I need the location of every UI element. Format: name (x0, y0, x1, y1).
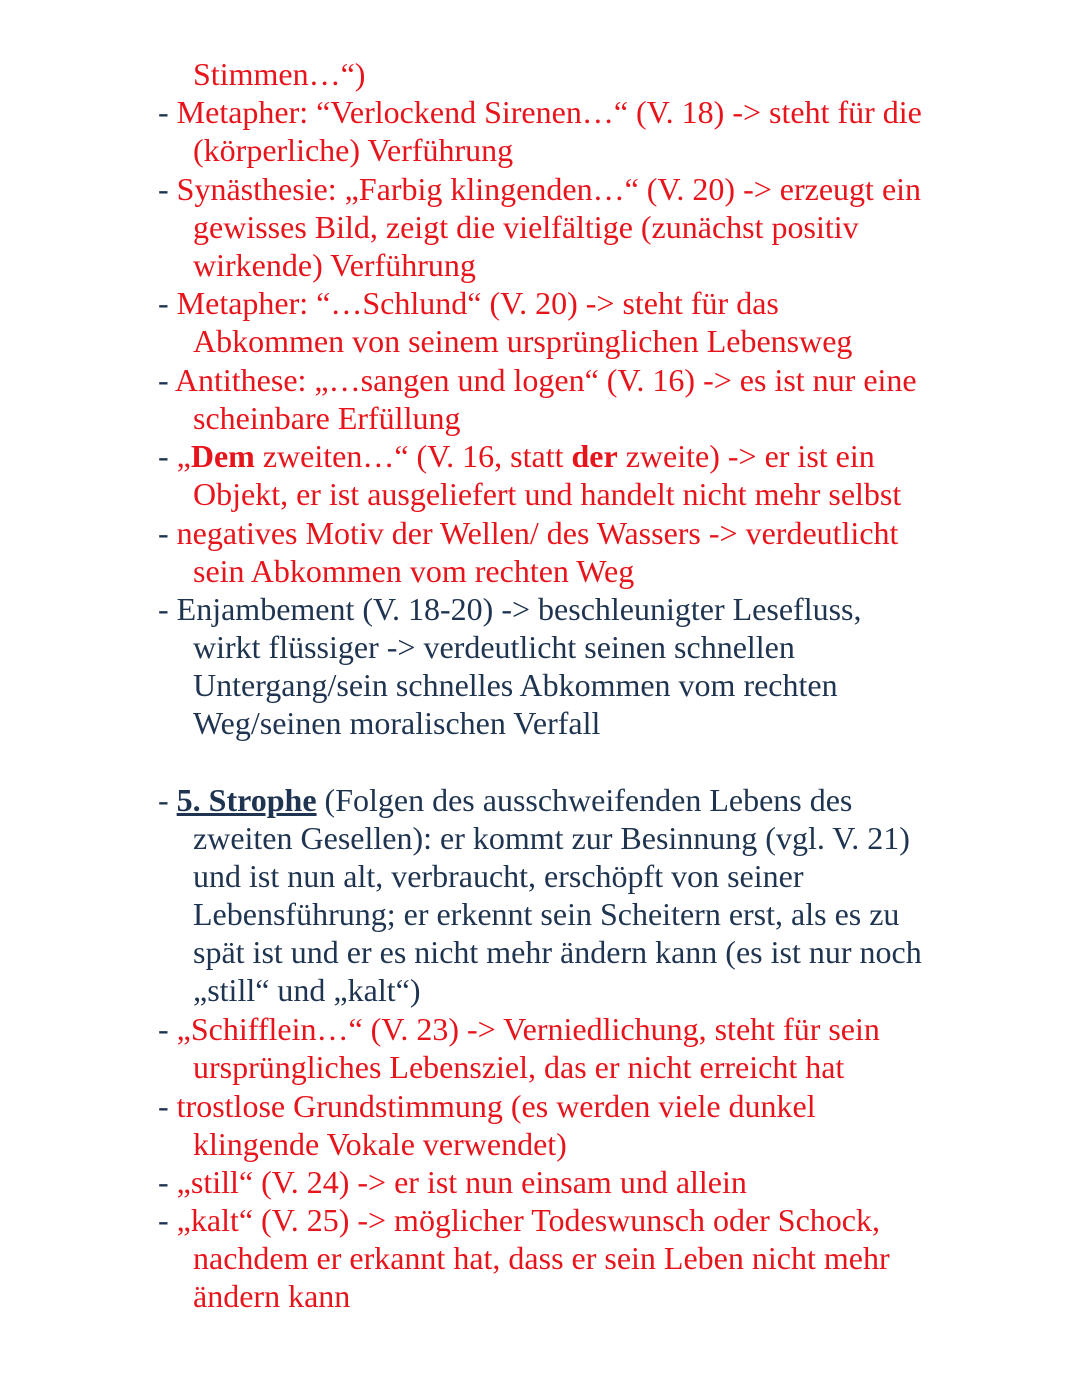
text-line: spät ist und er es nicht mehr ändern kann (es ist nur noch (193, 934, 922, 970)
text-line: Abkommen von seinem ursprünglichen Lebensweg (193, 323, 853, 359)
text-line: wirkt flüssiger -> verdeutlicht seinen schnellen (193, 629, 795, 665)
text-line: „still“ und „kalt“) (193, 972, 421, 1008)
text-line: nachdem er erkannt hat, dass er sein Leben nicht mehr (193, 1240, 890, 1276)
bullet-dash: - (158, 171, 169, 207)
bullet-dash: - (158, 1164, 169, 1200)
bullet-dash: - (158, 94, 169, 130)
text-line: (körperliche) Verführung (193, 132, 514, 168)
text-line: Untergang/sein schnelles Abkommen vom rechten (193, 667, 838, 703)
text-line: scheinbare Erfüllung (193, 400, 461, 436)
bullet-dash: - (158, 1088, 169, 1124)
quote-open: „ (176, 438, 191, 474)
bullet-dash: - (158, 285, 169, 321)
bullet-dash: - (158, 1202, 169, 1238)
text-line: Stimmen…“) (193, 56, 366, 92)
text-line: trostlose Grundstimmung (es werden viele dunkel (176, 1088, 816, 1124)
text-line: Objekt, er ist ausgeliefert und handelt nicht mehr selbst (193, 476, 902, 512)
text-line: sein Abkommen vom rechten Weg (193, 553, 635, 589)
text-line: Metapher: “…Schlund“ (V. 20) -> steht für das (176, 285, 779, 321)
text-line: klingende Vokale verwendet) (193, 1126, 567, 1162)
text-line: ändern kann (193, 1278, 351, 1314)
text-line: „still“ (V. 24) -> er ist nun einsam und allein (176, 1164, 747, 1200)
text-line: Antithese: „…sangen und logen“ (V. 16) -> es ist nur eine (174, 362, 917, 398)
text-line: und ist nun alt, verbraucht, erschöpft von seiner (193, 858, 804, 894)
text-line: „kalt“ (V. 25) -> möglicher Todeswunsch oder Schock, (176, 1202, 880, 1238)
text-line: Metapher: “Verlockend Sirenen…“ (V. 18) -> steht für die (176, 94, 922, 130)
bullet-dash: - (158, 515, 169, 551)
text-line: „Schifflein…“ (V. 23) -> Verniedlichung, steht für sein (176, 1011, 880, 1047)
bullet-dash: - (158, 362, 169, 398)
bold-word: Dem (190, 438, 255, 474)
bold-word: der (571, 438, 618, 474)
text-line: gewisses Bild, zeigt die vielfältige (zunächst positiv (193, 209, 859, 245)
section-heading: 5. Strophe (176, 782, 317, 818)
text-line: Enjambement (V. 18-20) -> beschleunigter Lesefluss, (176, 591, 862, 627)
text-line: Weg/seinen moralischen Verfall (193, 705, 601, 741)
bullet-dash: - (158, 782, 169, 818)
text-line: zweiten Gesellen): er kommt zur Besinnung (vgl. V. 21) (193, 820, 910, 856)
text-line: Lebensführung; er erkennt sein Scheitern erst, als es zu (193, 896, 900, 932)
bullet-dash: - (158, 591, 169, 627)
text-fragment: zweite) -> er ist ein (617, 438, 875, 474)
text-fragment: zweiten…“ (V. 16, statt (254, 438, 572, 474)
text-line: wirkende) Verführung (193, 247, 476, 283)
text-fragment: (Folgen des ausschweifenden Lebens des (316, 782, 853, 818)
text-line: ursprüngliches Lebensziel, das er nicht erreicht hat (193, 1049, 845, 1085)
bullet-dash: - (158, 438, 169, 474)
text-line: negatives Motiv der Wellen/ des Wassers -> verdeutlicht (176, 515, 899, 551)
bullet-dash: - (158, 1011, 169, 1047)
text-line: Synästhesie: „Farbig klingenden…“ (V. 20) -> erzeugt ein (176, 171, 922, 207)
